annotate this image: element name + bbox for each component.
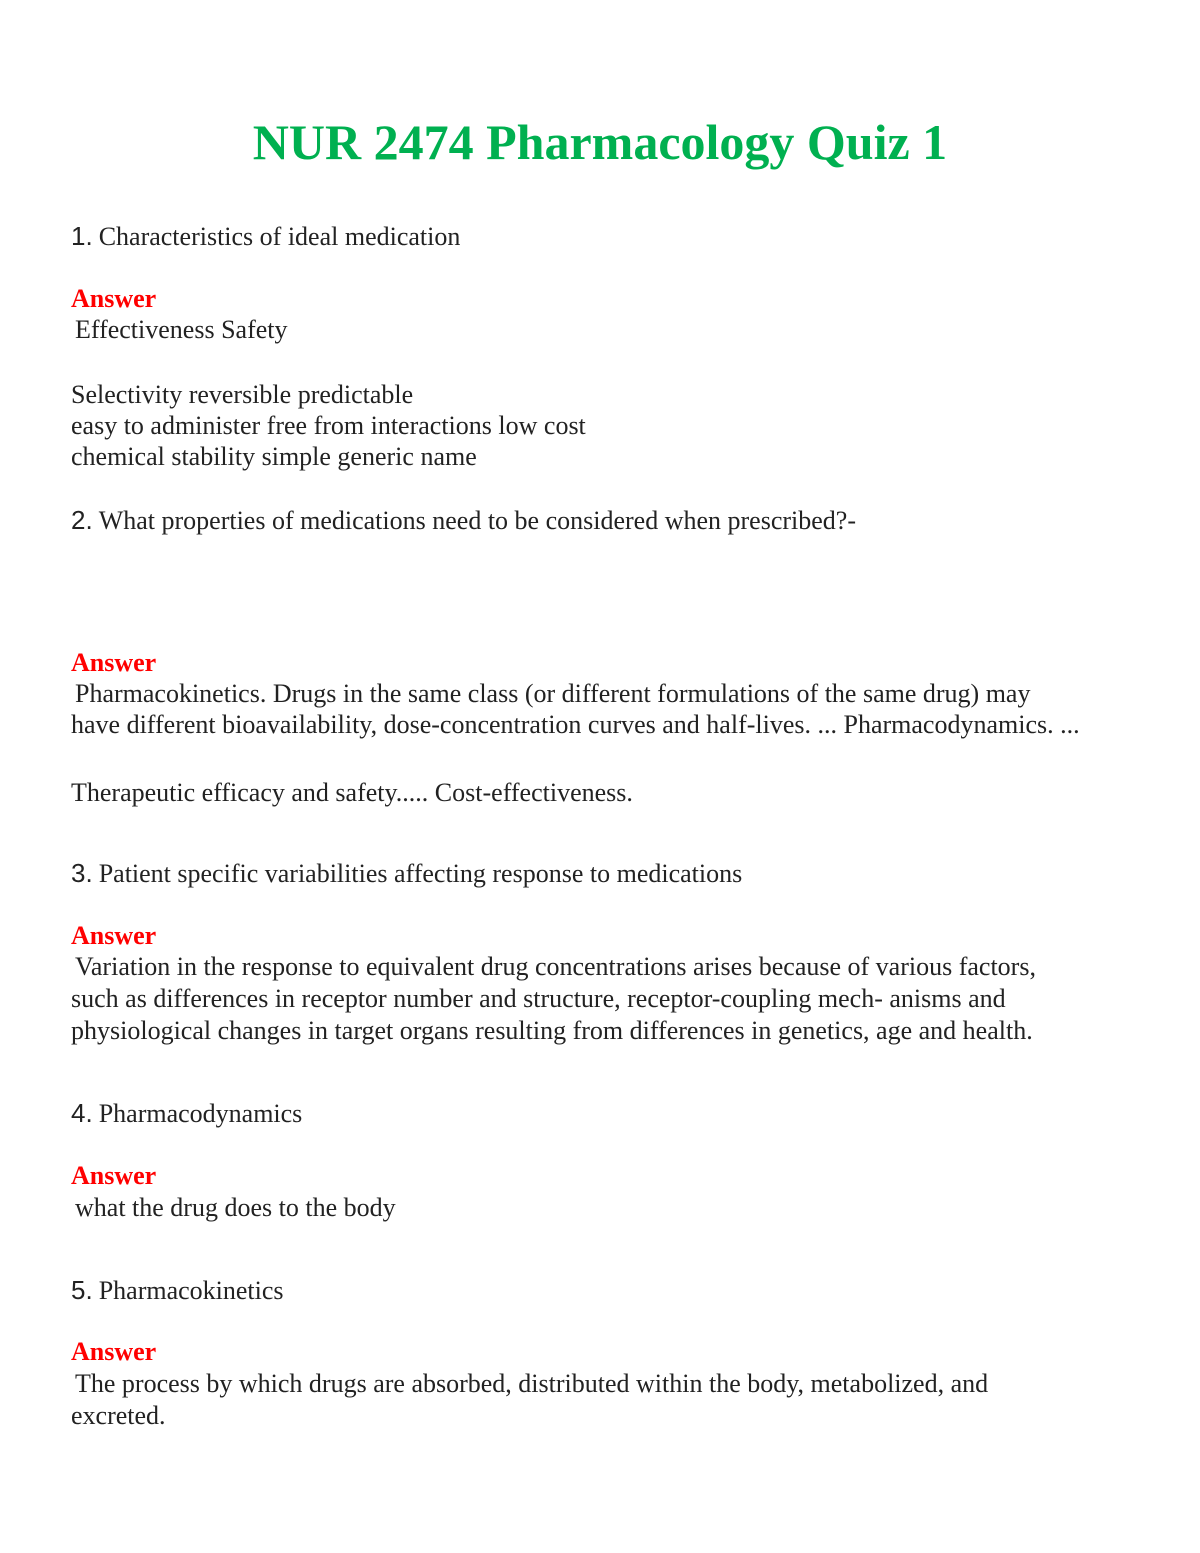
answer-label: Answer xyxy=(71,921,157,950)
question-number: 1. xyxy=(71,221,93,251)
answer-line: Effectiveness Safety xyxy=(75,315,288,344)
answer-label: Answer xyxy=(71,1161,157,1190)
question-text: Pharmacokinetics xyxy=(98,1276,284,1305)
question-1 xyxy=(71,220,460,253)
question-text: Patient specific variabilities affecting response to medications xyxy=(98,859,743,888)
question-number: 3. xyxy=(71,858,93,888)
answer-label: Answer xyxy=(71,648,157,677)
answer-line: such as differences in receptor number and structure, receptor-coupling mech- anisms and xyxy=(71,984,1006,1013)
answer-line: Variation in the response to equivalent drug concentrations arises because of various factors, xyxy=(75,952,1036,981)
question-text: What properties of medications need to be considered when prescribed?- xyxy=(98,506,857,535)
question-number: 5. xyxy=(71,1275,93,1305)
question-2 xyxy=(71,504,856,537)
answer-label: Answer xyxy=(71,1337,157,1366)
question-text: Pharmacodynamics xyxy=(98,1099,303,1128)
question-4 xyxy=(71,1097,302,1130)
answer-line: have different bioavailability, dose-concentration curves and half-lives. ... Pharmacodynamics. ... xyxy=(71,710,1080,739)
question-3 xyxy=(71,857,742,890)
answer-line: physiological changes in target organs resulting from differences in genetics, age and health. xyxy=(71,1016,1033,1045)
answer-line: The process by which drugs are absorbed, distributed within the body, metabolized, and xyxy=(75,1369,989,1398)
answer-line: Pharmacokinetics. Drugs in the same class (or different formulations of the same drug) may xyxy=(75,679,1031,708)
answer-line: easy to administer free from interactions low cost xyxy=(71,411,586,440)
page-title: NUR 2474 Pharmacology Quiz 1 xyxy=(252,113,948,170)
answer-line: chemical stability simple generic name xyxy=(71,442,477,471)
question-number: 4. xyxy=(71,1098,93,1128)
answer-line: excreted. xyxy=(71,1401,166,1430)
answer-line: Therapeutic efficacy and safety..... Cost-effectiveness. xyxy=(71,778,633,807)
answer-label: Answer xyxy=(71,284,157,313)
answer-line: what the drug does to the body xyxy=(75,1193,396,1222)
answer-line: Selectivity reversible predictable xyxy=(71,380,414,409)
question-text: Characteristics of ideal medication xyxy=(98,222,461,251)
question-5 xyxy=(71,1274,284,1307)
question-number: 2. xyxy=(71,505,93,535)
